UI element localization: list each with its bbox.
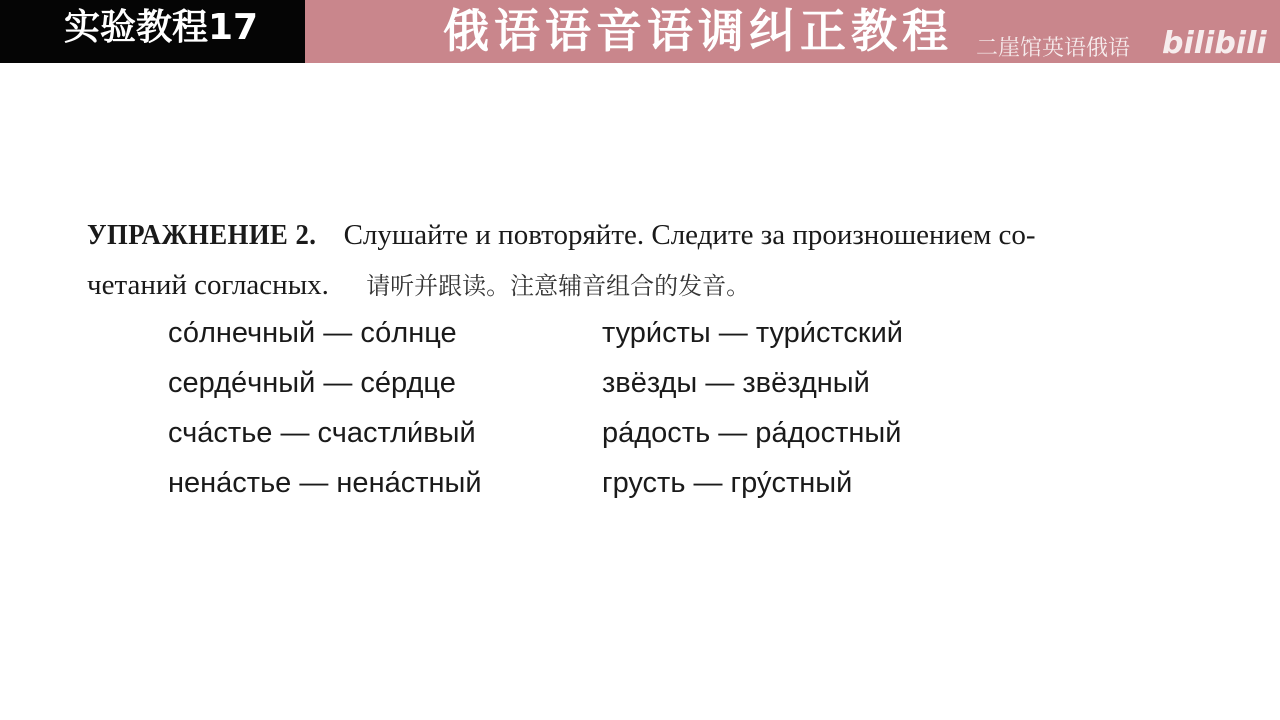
lesson-label: 实验教程17	[64, 7, 259, 48]
exercise-instructions	[87, 210, 1197, 310]
bilibili-logo: bilibili	[1162, 26, 1267, 61]
word-pair-right: звёзды — звёздный	[602, 367, 870, 399]
watermark-channel-name: 二崖馆英语俄语	[976, 36, 1131, 61]
instruction-line-1	[87, 210, 1197, 260]
instruction-text-2: четаний согласных.	[87, 269, 329, 301]
word-pair-row	[168, 358, 1068, 408]
word-pair-row	[168, 458, 1068, 508]
word-pair-right: грусть — гру́стный	[602, 467, 853, 499]
word-pair-left: нена́стье — нена́стный	[168, 467, 482, 499]
word-pair-row	[168, 408, 1068, 458]
word-pairs-list	[168, 308, 1068, 508]
word-pair-row	[168, 308, 1068, 358]
exercise-title: УПРАЖНЕНИЕ 2.	[87, 219, 317, 251]
instruction-line-2	[87, 260, 1197, 310]
chinese-instruction: 请听并跟读。注意辅音组合的发音。	[366, 272, 751, 300]
word-pair-left: со́лнечный — со́лнце	[168, 317, 457, 349]
word-pair-left: сча́стье — счастли́вый	[168, 417, 476, 449]
word-pair-left: серде́чный — се́рдце	[168, 367, 456, 399]
word-pair-right: тури́сты — тури́стский	[602, 317, 904, 349]
course-title: 俄语语音语调纠正教程	[443, 4, 953, 58]
lesson-label-panel	[0, 0, 305, 63]
instruction-text-1: Слушайте и повторяйте. Следите за произношением со-	[343, 219, 1036, 251]
word-pair-right: ра́дость — ра́достный	[602, 417, 902, 449]
course-title-panel	[305, 0, 1280, 63]
header-bar	[0, 0, 1280, 63]
